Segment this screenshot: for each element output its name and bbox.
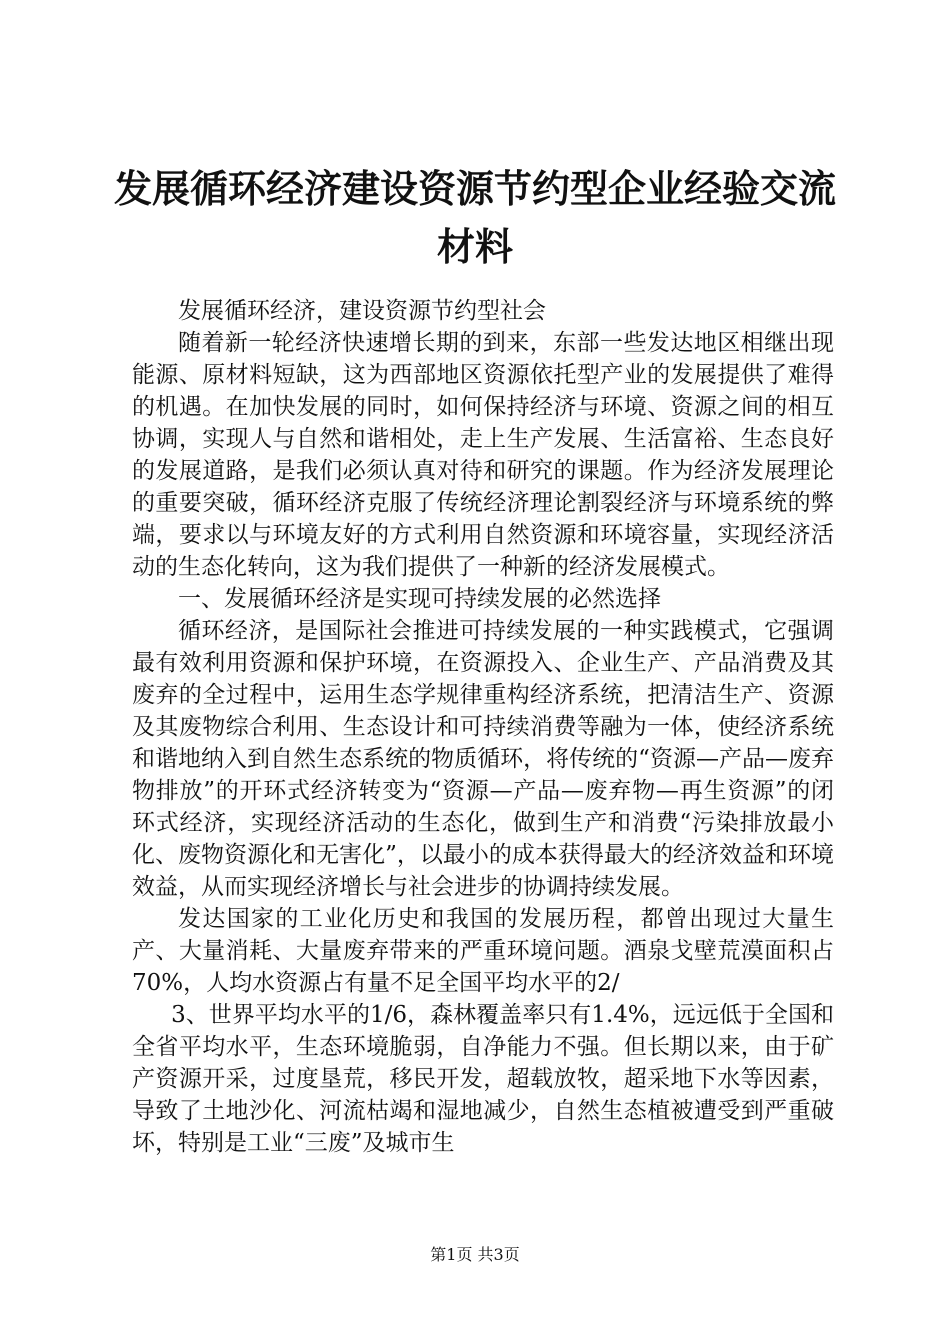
paragraph-circular-economy: 循环经济，是国际社会推进可持续发展的一种实践模式，它强调最有效利用资源和保护环境，在资源投入、企业生产、产品消费及其废弃的全过程中，运用生态学规律重构经济系统，把清洁生产、资源及其废物综合利用、生态设计和可持续消费等融为一体，使经济系统和谐地纳入到自然生态系统的物质循环，将传统的“资源—产品—废弃物排放”的开环式经济转变为“资源—产品—废弃物—再生资源”的闭环式经济，实现经济活动的生态化，做到生产和消费“污染排放最小化、废物资源化和无害化”，以最小的成本获得最大的经济效益和环境效益，从而实现经济增长与社会进步的协调持续发展。 xyxy=(132,618,834,900)
paragraph-developed-countries: 发达国家的工业化历史和我国的发展历程，都曾出现过大量生产、大量消耗、大量废弃带来的严重环境问题。酒泉戈壁荒漠面积占70%，人均水资源占有量不足全国平均水平的2/ xyxy=(132,906,834,996)
paragraph-subtitle: 发展循环经济，建设资源节约型社会 xyxy=(178,298,546,324)
page-footer: 第1页 共3页 xyxy=(430,1245,520,1264)
document-body xyxy=(132,295,834,1159)
paragraph-intro: 随着新一轮经济快速增长期的到来，东部一些发达地区相继出现能源、原材料短缺，这为西部地区资源依托型产业的发展提供了难得的机遇。在加快发展的同时，如何保持经济与环境、资源之间的相互协调，实现人与自然和谐相处，走上生产发展、生活富裕、生态良好的发展道路，是我们必须认真对待和研究的课题。作为经济发展理论的重要突破，循环经济克服了传统经济理论割裂经济与环境系统的弊端，要求以与环境友好的方式利用自然资源和环境容量，实现经济活动的生态化转向，这为我们提供了一种新的经济发展模式。 xyxy=(132,330,834,580)
document-title: 发展循环经济建设资源节约型企业经验交流材料 xyxy=(113,166,836,269)
section-heading-1: 一、发展循环经济是实现可持续发展的必然选择 xyxy=(178,586,661,612)
paragraph-continuation: 3、世界平均水平的1/6，森林覆盖率只有1.4%，远远低于全国和全省平均水平，生态环境脆弱，自净能力不强。但长期以来，由于矿产资源开采，过度垦荒，移民开发，超载放牧，超采地下水等因素，导致了土地沙化、河流枯竭和湿地减少，自然生态植被遭受到严重破坏，特别是工业“三废”及城市生 xyxy=(132,1002,834,1156)
